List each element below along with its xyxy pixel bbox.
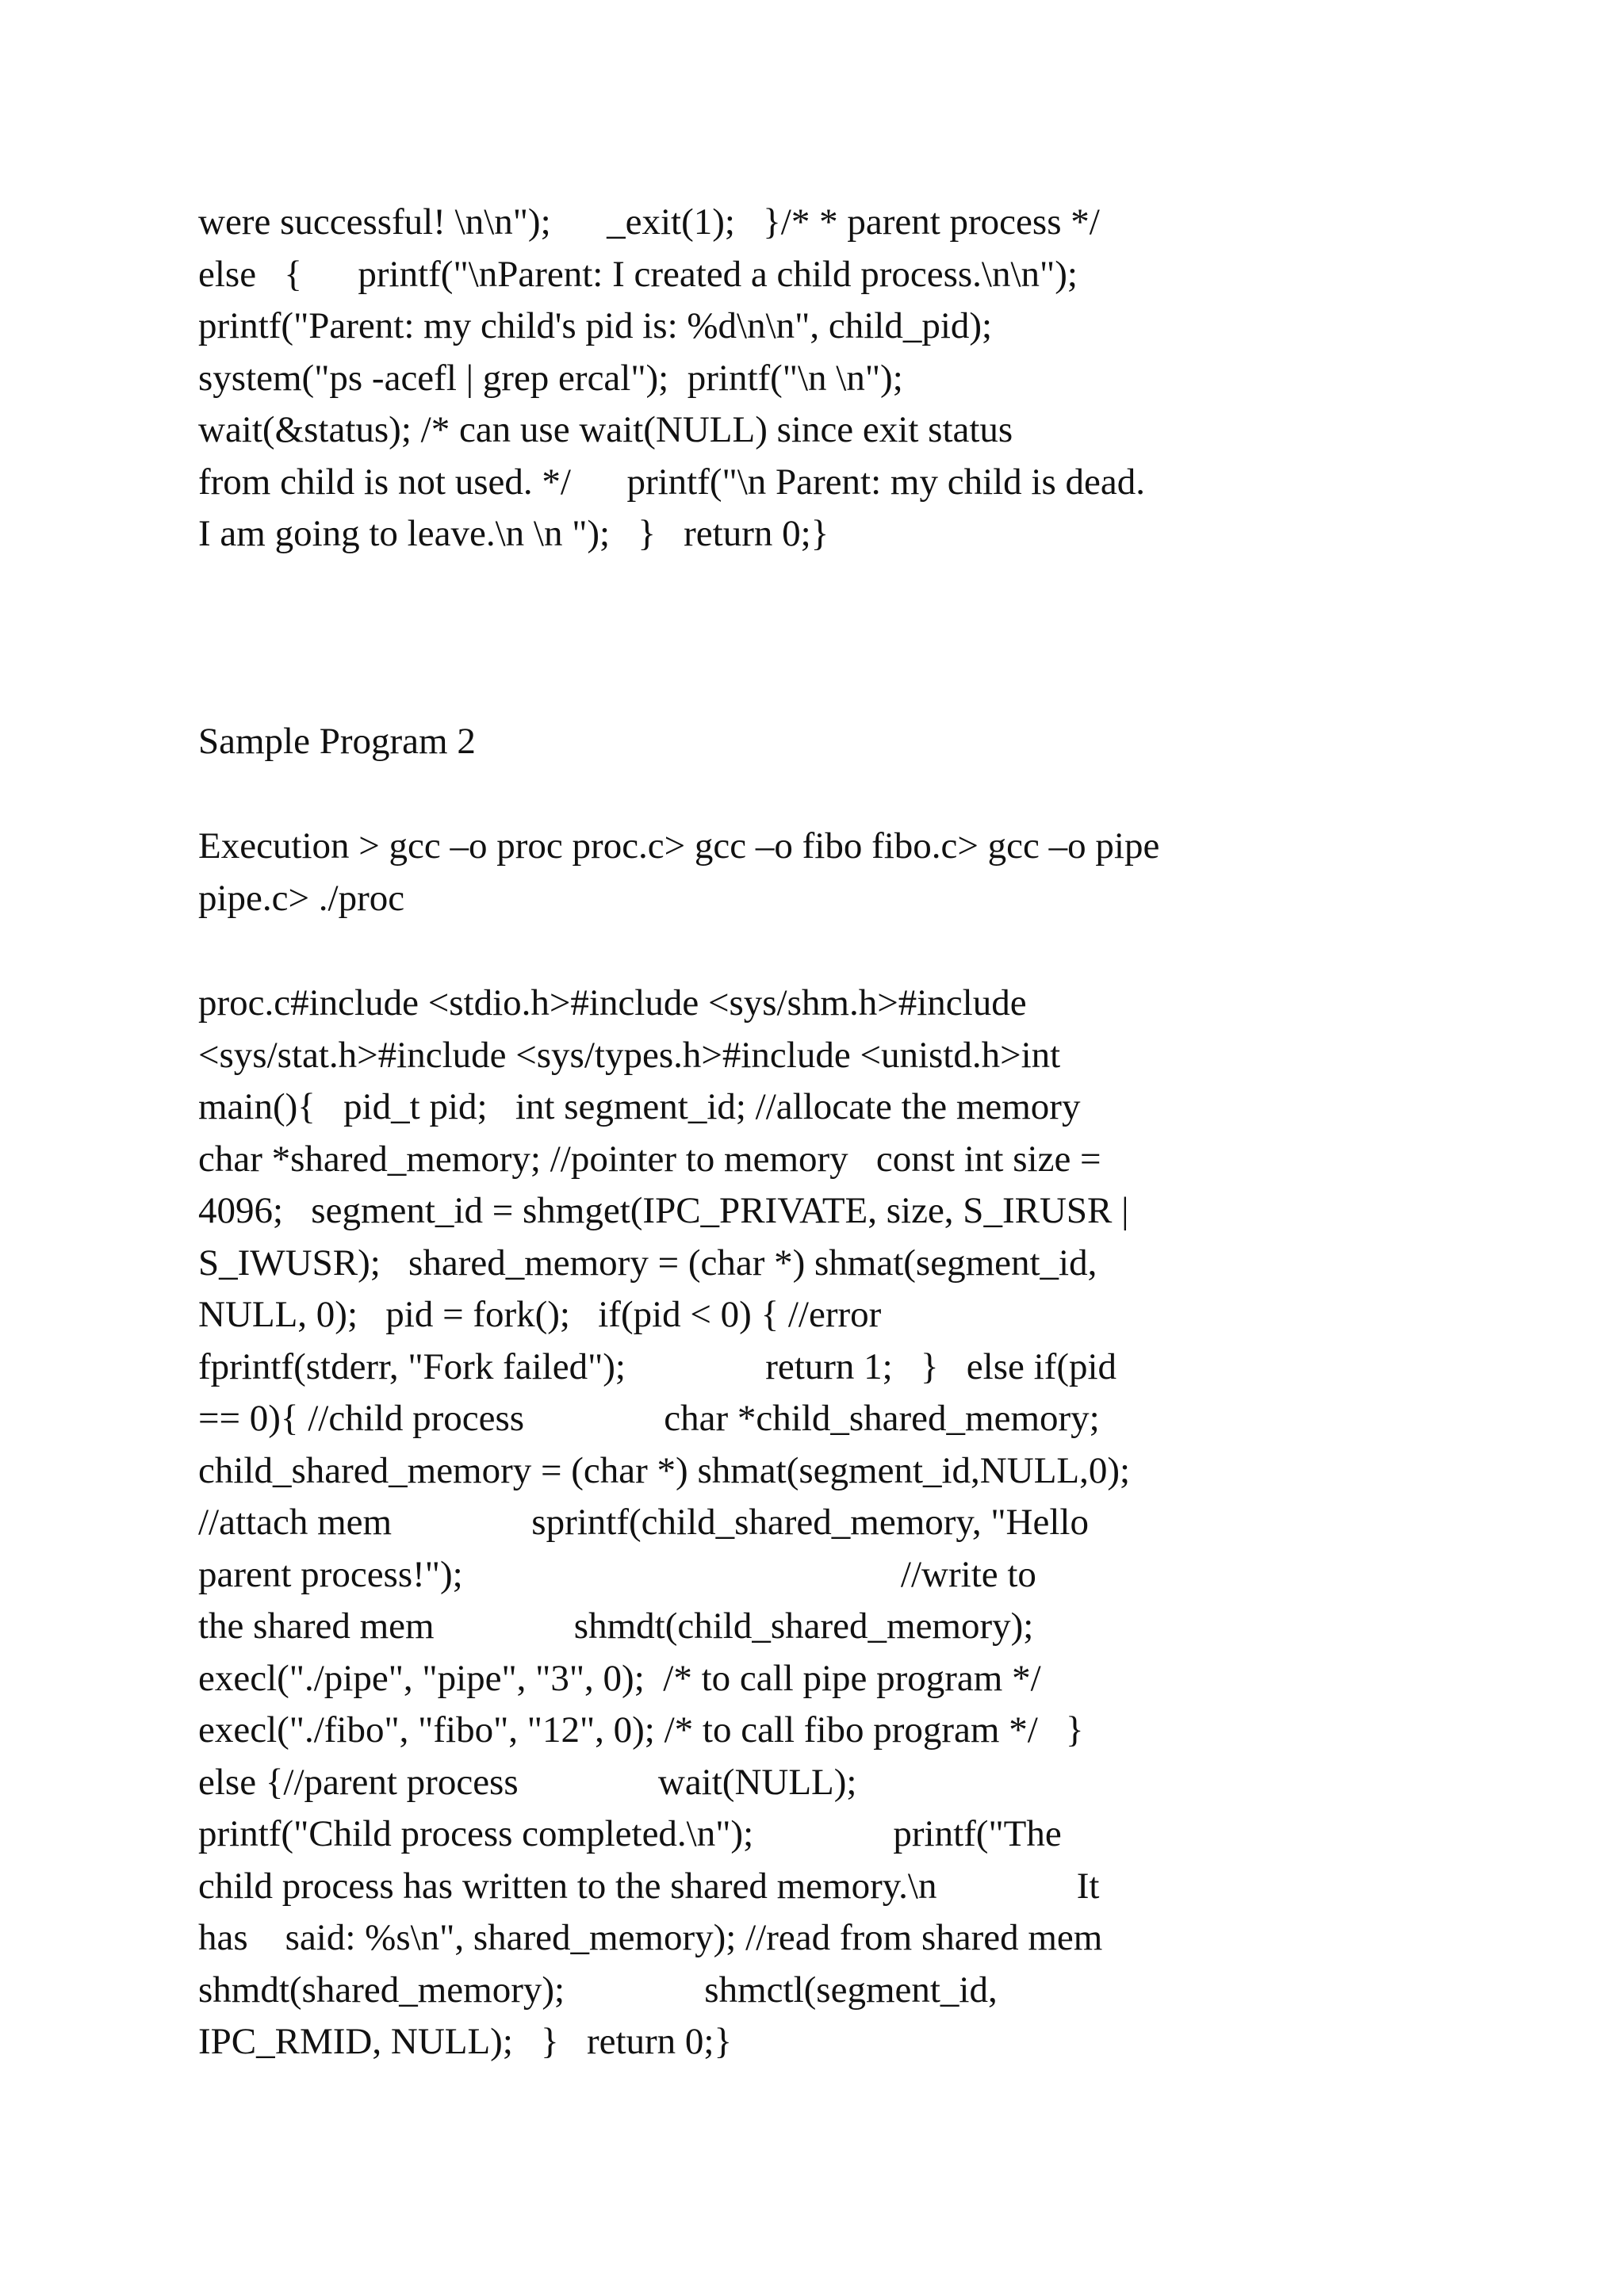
text-line: == 0){ //child process char *child_shared_memory; bbox=[198, 1398, 1100, 1439]
text-line: IPC_RMID, NULL); } return 0;} bbox=[198, 2021, 733, 2062]
text-line: system("ps -acefl | grep ercal"); printf("\n \n"); bbox=[198, 357, 903, 399]
text-line: shmdt(shared_memory); shmctl(segment_id, bbox=[198, 1969, 998, 2011]
text-line: else {//parent process wait(NULL); bbox=[198, 1761, 857, 1803]
text-line: proc.c#include <stdio.h>#include <sys/shm.h>#include bbox=[198, 982, 1027, 1024]
text-line: has said: %s\n", shared_memory); //read from shared mem bbox=[198, 1917, 1103, 1958]
text-line: 4096; segment_id = shmget(IPC_PRIVATE, size, S_IRUSR | bbox=[198, 1190, 1129, 1231]
code-fragment-program-1 bbox=[198, 197, 1451, 561]
text-line: //attach mem sprintf(child_shared_memory, "Hello bbox=[198, 1502, 1089, 1543]
text-line: pipe.c> ./proc bbox=[198, 877, 405, 919]
text-line: were successful! \n\n"); _exit(1); }/* * parent process */ bbox=[198, 201, 1100, 243]
text-line: NULL, 0); pid = fork(); if(pid < 0) { //error bbox=[198, 1294, 882, 1335]
text-line: child process has written to the shared memory.\n It bbox=[198, 1865, 1100, 1907]
text-line: child_shared_memory = (char *) shmat(segment_id,NULL,0); bbox=[198, 1449, 1131, 1491]
text-line: I am going to leave.\n \n "); } return 0;} bbox=[198, 513, 829, 554]
text-line: wait(&status); /* can use wait(NULL) since exit status bbox=[198, 409, 1013, 450]
text-line: else { printf("\nParent: I created a child process.\n\n"); bbox=[198, 253, 1078, 295]
text-line: execl("./pipe", "pipe", "3", 0); /* to call pipe program */ bbox=[198, 1657, 1041, 1699]
text-line: fprintf(stderr, "Fork failed"); return 1; } else if(pid bbox=[198, 1345, 1117, 1387]
text-line: char *shared_memory; //pointer to memory const int size = bbox=[198, 1138, 1101, 1180]
text-line: execl("./fibo", "fibo", "12", 0); /* to call fibo program */ } bbox=[198, 1709, 1084, 1751]
execution-commands bbox=[198, 821, 1451, 924]
text-line: printf("Parent: my child's pid is: %d\n\n", child_pid); bbox=[198, 305, 993, 346]
text-line: <sys/stat.h>#include <sys/types.h>#include <unistd.h>int bbox=[198, 1034, 1061, 1076]
text-line: main(){ pid_t pid; int segment_id; //allocate the memory bbox=[198, 1086, 1081, 1127]
text-line: Execution > gcc –o proc proc.c> gcc –o fibo fibo.c> gcc –o pipe bbox=[198, 825, 1160, 867]
text-line: the shared mem shmdt(child_shared_memory); bbox=[198, 1605, 1034, 1647]
text-line: parent process!"); //write to bbox=[198, 1553, 1036, 1595]
text-line: S_IWUSR); shared_memory = (char *) shmat(segment_id, bbox=[198, 1242, 1097, 1284]
text-line: printf("Child process completed.\n"); printf("The bbox=[198, 1813, 1062, 1854]
heading-text: Sample Program 2 bbox=[198, 721, 476, 762]
code-listing-proc-c bbox=[198, 978, 1451, 2068]
text-line: from child is not used. */ printf("\n Parent: my child is dead. bbox=[198, 461, 1146, 503]
section-heading bbox=[198, 716, 1451, 768]
